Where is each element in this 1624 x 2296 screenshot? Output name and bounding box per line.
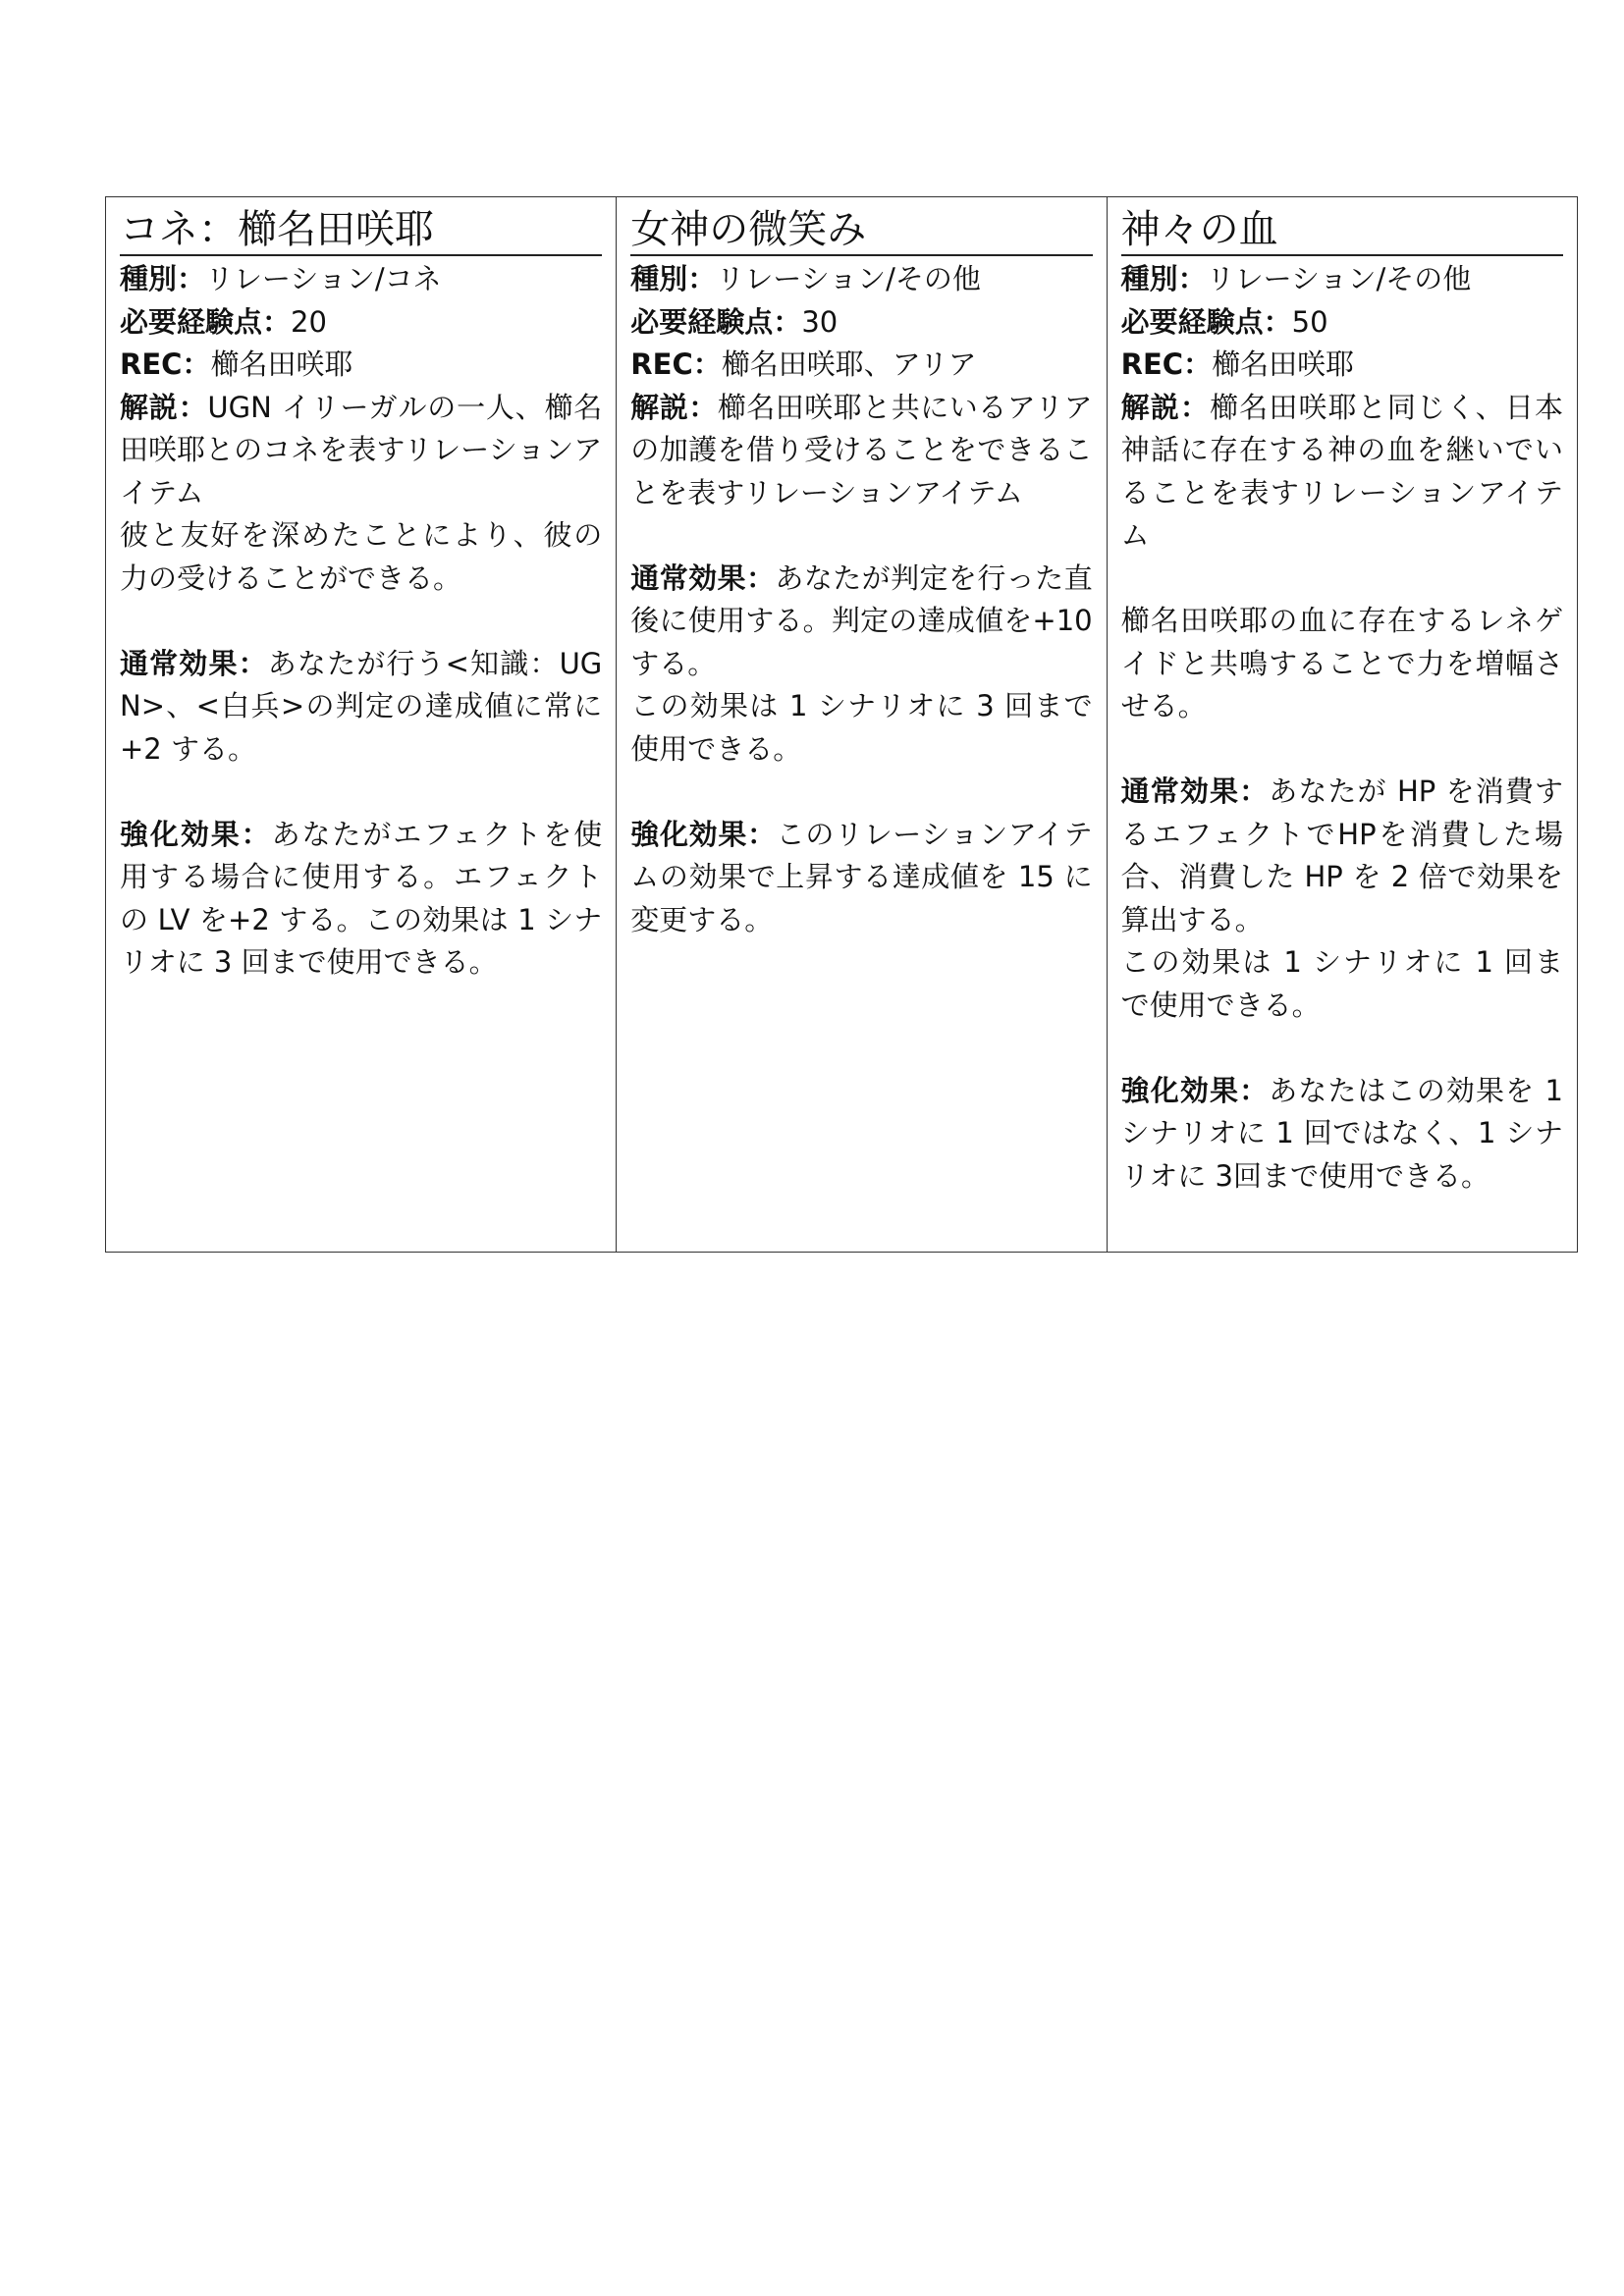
normal-effect-extra: この効果は 1 シナリオに 3 回まで使用できる。	[630, 689, 1093, 766]
desc-row	[120, 387, 602, 515]
enhanced-effect-label: 強化効果：	[120, 817, 272, 851]
enhanced-effect-row	[630, 814, 1092, 942]
card-title: 神々の血	[1121, 205, 1563, 256]
desc-value: UGN イリーガルの一人、櫛名田咲耶とのコネを表すリレーションアイテム	[120, 390, 603, 509]
type-label: 種別：	[120, 262, 206, 295]
xp-row	[120, 301, 602, 345]
type-value: リレーション/コネ	[205, 262, 442, 295]
rec-value: 櫛名田咲耶、アリア	[721, 347, 977, 381]
type-label: 種別：	[1120, 262, 1207, 295]
xp-row	[1121, 301, 1563, 345]
normal-effect-row	[1121, 771, 1563, 941]
xp-value: 50	[1291, 304, 1328, 339]
enhanced-effect-value: このリレーションアイテムの効果で上昇する達成値を 15 に変更する。	[630, 817, 1093, 936]
card-column-goddess-smile	[617, 197, 1107, 1252]
desc-label: 解説：	[630, 390, 718, 424]
rec-row	[630, 344, 1092, 387]
rec-value: 櫛名田咲耶	[1212, 347, 1355, 381]
rec-row	[120, 344, 602, 387]
desc-value: 櫛名田咲耶と同じく、日本神話に存在する神の血を継いでいることを表すリレーションアイテム	[1120, 390, 1563, 552]
enhanced-effect-value: あなたはこの効果を 1 シナリオに 1 回ではなく、1 シナリオに 3回まで使用できる。	[1120, 1073, 1563, 1193]
type-label: 種別：	[630, 262, 717, 295]
enhanced-effect-label: 強化効果：	[630, 817, 777, 851]
xp-label: 必要経験点：	[630, 304, 802, 339]
card-title: コネ：櫛名田咲耶	[120, 205, 602, 256]
normal-effect-label: 通常効果：	[1120, 774, 1270, 808]
type-row	[120, 258, 602, 301]
xp-label: 必要経験点：	[1120, 304, 1292, 339]
normal-effect-label: 通常効果：	[120, 646, 268, 680]
normal-effect-extra: この効果は 1 シナリオに 1 回まで使用できる。	[1120, 945, 1563, 1022]
card-column-divine-blood	[1108, 197, 1577, 1252]
xp-value: 20	[291, 304, 327, 339]
normal-effect-value: あなたが行う<知識：UGN>、<白兵>の判定の達成値に常に+2 する。	[120, 646, 603, 766]
rec-label: REC：	[630, 347, 722, 381]
normal-effect-value: あなたが HP を消費するエフェクトでHPを消費した場合、消費した HP を 2 倍で効果を算出する。	[1120, 774, 1563, 936]
desc-row	[1121, 387, 1563, 558]
rec-label: REC：	[120, 347, 211, 381]
desc-extra: 櫛名田咲耶の血に存在するレネゲイドと共鳴することで力を増幅させる。	[1120, 604, 1563, 722]
enhanced-effect-value: あなたがエフェクトを使用する場合に使用する。エフェクトの LV を+2 する。この効果は 1 シナリオに 3 回まで使用できる。	[120, 817, 603, 979]
normal-effect-label: 通常効果：	[630, 561, 776, 595]
normal-effect-row	[120, 643, 602, 772]
card-column-kone	[106, 197, 617, 1252]
rec-value: 櫛名田咲耶	[210, 347, 353, 381]
type-value: リレーション/その他	[716, 262, 981, 295]
type-row	[630, 258, 1092, 301]
desc-row	[630, 387, 1092, 515]
enhanced-effect-row	[120, 814, 602, 985]
desc-label: 解説：	[120, 390, 208, 424]
enhanced-effect-label: 強化効果：	[1120, 1073, 1270, 1107]
rec-row	[1121, 344, 1563, 387]
desc-label: 解説：	[1120, 390, 1211, 424]
desc-value: 櫛名田咲耶と共にいるアリアの加護を借り受けることをできることを表すリレーションアイテム	[630, 390, 1093, 509]
card-title: 女神の微笑み	[630, 205, 1092, 256]
normal-effect-value: あなたが判定を行った直後に使用する。判定の達成値を+10 する。	[630, 561, 1093, 680]
xp-label: 必要経験点：	[120, 304, 292, 339]
relation-item-table	[105, 196, 1578, 1253]
xp-value: 30	[801, 304, 839, 339]
enhanced-effect-row	[1121, 1070, 1563, 1199]
type-row	[1121, 258, 1563, 301]
normal-effect-row	[630, 558, 1092, 686]
desc-extra: 彼と友好を深めたことにより、彼の力の受けることができる。	[120, 518, 603, 595]
xp-row	[630, 301, 1092, 345]
rec-label: REC：	[1120, 347, 1213, 381]
type-value: リレーション/その他	[1206, 262, 1472, 295]
